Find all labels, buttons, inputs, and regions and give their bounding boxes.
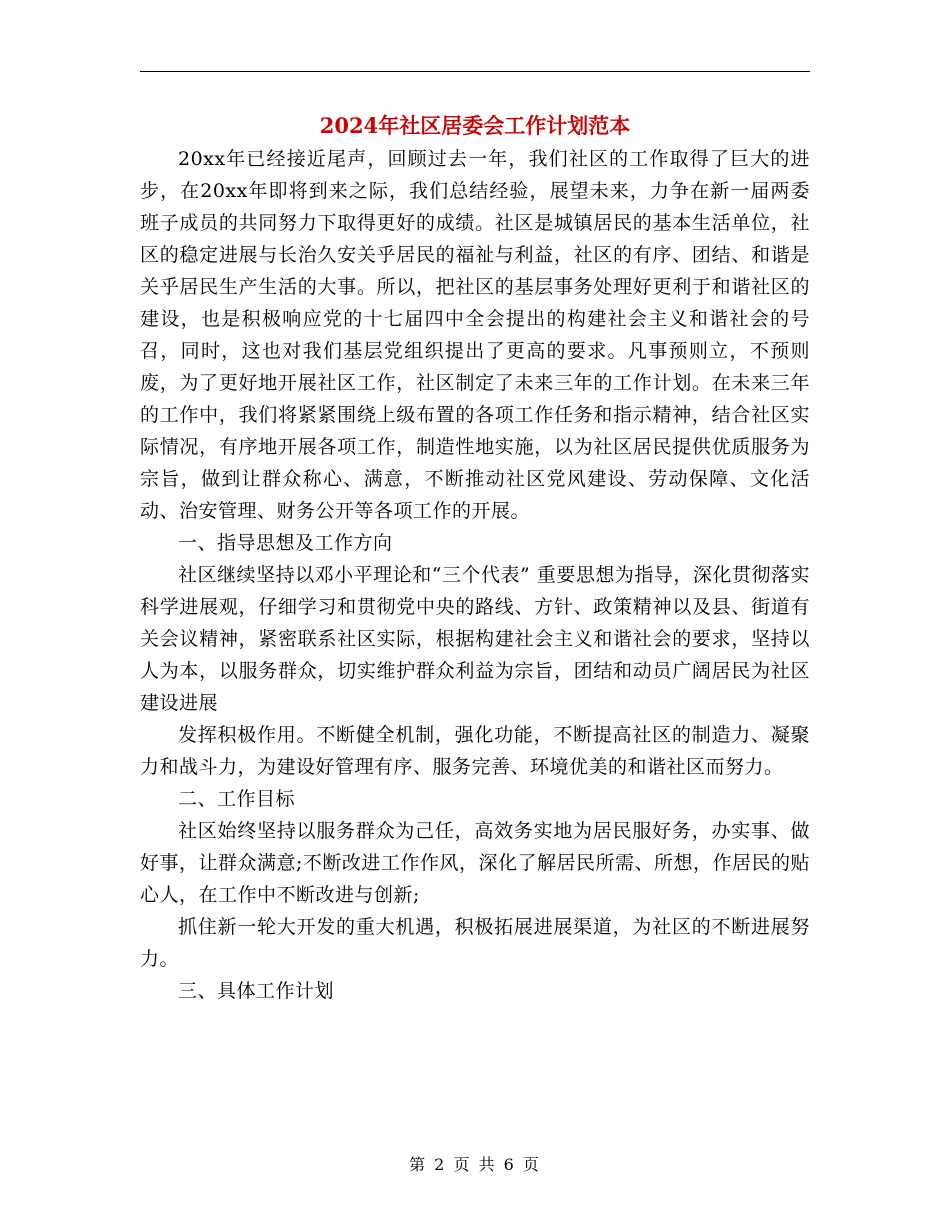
heading-work-goals: 二、工作目标 (178, 788, 296, 810)
footer-middle: 页 共 (453, 1155, 497, 1174)
footer-suffix: 页 (522, 1155, 541, 1174)
paragraph-work-goals-cont: 抓住新一轮大开发的重大机遇，积极拓展进展渠道，为社区的不断进展努力。 (140, 916, 810, 970)
page-footer (0, 1153, 950, 1177)
heading-specific-plan: 三、具体工作计划 (178, 980, 335, 1002)
footer-prefix: 第 (409, 1155, 428, 1174)
paragraph-guiding-thought-cont: 发挥积极作用。不断健全机制，强化功能，不断提高社区的制造力、凝聚力和战斗力，为建设好管理有序、服务完善、环境优美的和谐社区而努力。 (140, 724, 810, 778)
footer-total-pages: 6 (503, 1155, 516, 1174)
paragraph-guiding-thought: 社区继续坚持以邓小平理论和“三个代表” 重要思想为指导，深化贯彻落实科学进展观，仔细学习和贯彻党中央的路线、方针、政策精神以及县、街道有关会议精神，紧密联系社区实际，根据构建社会主义和谐社会的要求，坚持以人为本，以服务群众，切实维护群众利益为宗旨，团结和动员广阔居民为社区建设进展 (140, 564, 810, 714)
document-title: 2024年社区居委会工作计划范本 (319, 113, 631, 138)
header-rule (140, 71, 810, 72)
footer-current-page: 2 (434, 1155, 447, 1174)
heading-guiding-thought: 一、指导思想及工作方向 (178, 532, 393, 554)
document-body (140, 143, 810, 1007)
paragraph-work-goals: 社区始终坚持以服务群众为己任，高效务实地为居民服好务，办实事、做好事，让群众满意;不断改进工作作风，深化了解居民所需、所想，作居民的贴心人，在工作中不断改进与创新; (140, 820, 810, 906)
paragraph-intro: 20xx年已经接近尾声，回顾过去一年，我们社区的工作取得了巨大的进步，在20xx年即将到来之际，我们总结经验，展望未来，力争在新一届两委班子成员的共同努力下取得更好的成绩。社区是城镇居民的基本生活单位，社区的稳定进展与长治久安关乎居民的福祉与利益，社区的有序、团结、和谐是关乎居民生产生活的大事。所以，把社区的基层事务处理好更利于和谐社区的建设，也是积极响应党的十七届四中全会提出的构建社会主义和谐社会的号召，同时，这也对我们基层党组织提出了更高的要求。凡事预则立，不预则废，为了更好地开展社区工作，社区制定了未来三年的工作计划。在未来三年的工作中，我们将紧紧围绕上级布置的各项工作任务和指示精神，结合社区实际情况，有序地开展各项工作，制造性地实施，以为社区居民提供优质服务为宗旨，做到让群众称心、满意，不断推动社区党风建设、劳动保障、文化活动、治安管理、财务公开等各项工作的开展。 (140, 148, 810, 522)
